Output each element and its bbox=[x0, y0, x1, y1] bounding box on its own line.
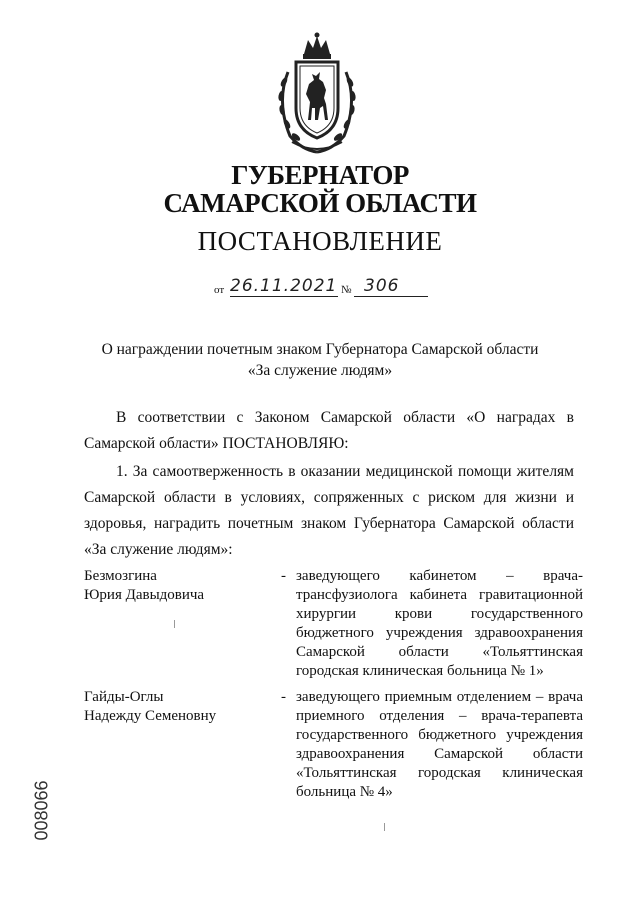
number-label: № bbox=[341, 284, 352, 296]
awardee-name bbox=[84, 688, 274, 726]
org-title-line1: ГУБЕРНАТОР bbox=[231, 160, 409, 190]
coat-of-arms-icon bbox=[268, 32, 366, 156]
document-type: ПОСТАНОВЛЕНИЕ bbox=[197, 226, 443, 256]
date-label: от bbox=[214, 284, 225, 296]
awardee-dash: - bbox=[281, 689, 286, 705]
awardee-given-name: Юрия Давыдовича bbox=[84, 587, 205, 603]
awardee-dash: - bbox=[281, 568, 286, 584]
subject-line1: О награждении почетным знаком Губернатора Самарской области bbox=[101, 341, 539, 358]
awardee-position: заведующего кабинетом – врача-трансфузиолога кабинета гравитационной хирургии крови государственного бюджетного учреждения здравоохранения Самарской области «Тольяттинская городская клиническая больница № 1» bbox=[296, 568, 583, 679]
number-value: 306 bbox=[364, 276, 400, 296]
scan-speck bbox=[174, 620, 175, 628]
preamble-paragraph: В соответствии с Законом Самарской области «О наградах в Самарской области» ПОСТАНОВЛЯЮ: bbox=[84, 409, 574, 452]
stamp-number: 008066 bbox=[31, 780, 52, 841]
number-underline bbox=[354, 296, 428, 297]
date-number-line bbox=[214, 276, 434, 298]
subject-line2: «За служение людям» bbox=[247, 362, 393, 379]
awardee-surname: Гайды-Оглы bbox=[84, 689, 164, 705]
date-value: 26.11.2021 bbox=[230, 276, 338, 296]
registration-stamp bbox=[32, 770, 52, 850]
awardee-name bbox=[84, 567, 274, 605]
awardee-surname: Безмозгина bbox=[84, 568, 157, 584]
date-underline bbox=[230, 296, 338, 297]
scan-speck bbox=[384, 823, 385, 831]
awardee-given-name: Надежду Семеновну bbox=[84, 708, 217, 724]
resolution-paragraph: 1. За самоотверженность в оказании медицинской помощи жителям Самарской области в условиях, сопряженных с риском для жизни и здоровья, наградить почетным знаком Губернатора Самарской области «За служение людям»: bbox=[84, 463, 574, 558]
awardee-position: заведующего приемным отделением – врача приемного отделения – врача-терапевта государственного бюджетного учреждения здравоохранения Самарской области «Тольяттинская городская клиническая больница № 4» bbox=[296, 689, 583, 800]
document-subject bbox=[60, 339, 580, 381]
org-title-line2: САМАРСКОЙ ОБЛАСТИ bbox=[163, 188, 477, 218]
